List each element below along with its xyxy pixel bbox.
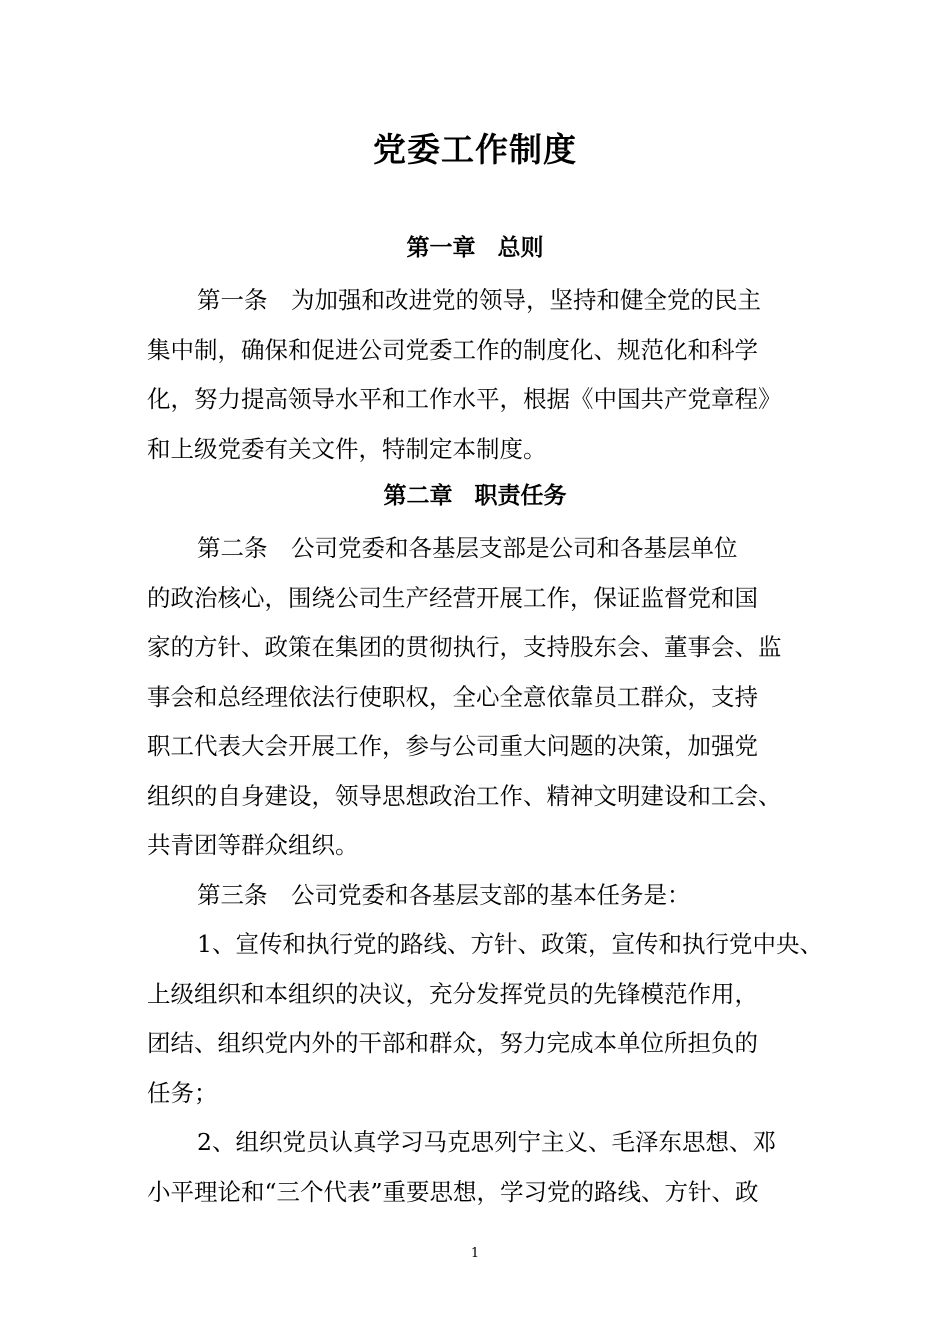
paragraph-line: 集中制，确保和促进公司党委工作的制度化、规范化和科学 — [147, 336, 758, 364]
document-title: 党委工作制度 — [373, 130, 577, 169]
paragraph-line: 职工代表大会开展工作，参与公司重大问题的决策，加强党 — [147, 732, 758, 760]
chapter-heading-2 — [0, 480, 950, 512]
paragraph-line: 小平理论和“三个代表”重要思想，学习党的路线、方针、政 — [147, 1178, 759, 1206]
chapter-name: 职责任务 — [474, 483, 567, 509]
paragraph-line: 任务； — [147, 1079, 218, 1107]
paragraph-line: 化，努力提高领导水平和工作水平，根据《中国共产党章程》 — [147, 385, 782, 413]
chapter-number: 第一章 — [406, 235, 476, 261]
chapter-heading-1 — [0, 232, 950, 264]
paragraph-line: 和上级党委有关文件，特制定本制度。 — [147, 435, 547, 463]
paragraph-line: 组织的自身建设，领导思想政治工作、精神文明建设和工会、 — [147, 782, 782, 810]
paragraph-line: 1、宣传和执行党的路线、方针、政策，宣传和执行党中央、 — [197, 930, 823, 958]
paragraph-line: 共青团等群众组织。 — [147, 831, 359, 859]
chapter-number: 第二章 — [383, 483, 453, 509]
paragraph-line: 家的方针、政策在集团的贯彻执行，支持股东会、董事会、监 — [147, 633, 782, 661]
paragraph-line: 的政治核心，围绕公司生产经营开展工作，保证监督党和国 — [147, 584, 758, 612]
paragraph-line: 团结、组织党内外的干部和群众，努力完成本单位所担负的 — [147, 1029, 758, 1057]
chapter-name: 总则 — [497, 235, 544, 261]
paragraph-line: 事会和总经理依法行使职权，全心全意依靠员工群众，支持 — [147, 683, 758, 711]
paragraph-line: 2、组织党员认真学习马克思列宁主义、毛泽东思想、邓 — [197, 1128, 776, 1156]
paragraph-line: 第三条 公司党委和各基层支部的基本任务是： — [197, 881, 691, 909]
paragraph-line: 上级组织和本组织的决议，充分发挥党员的先锋模范作用， — [147, 980, 758, 1008]
paragraph-line: 第二条 公司党委和各基层支部是公司和各基层单位 — [197, 534, 738, 562]
paragraph-line: 第一条 为加强和改进党的领导，坚持和健全党的民主 — [197, 286, 761, 314]
page-number: 1 — [470, 1246, 480, 1261]
